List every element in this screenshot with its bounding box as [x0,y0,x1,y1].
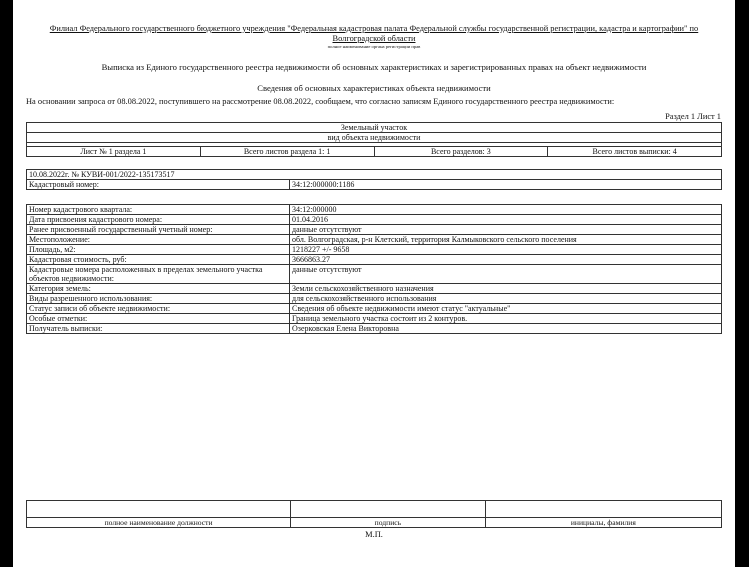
table-row [27,265,722,284]
object-header-table [26,122,722,157]
row-value: 3666863.27 [290,255,722,265]
row-label: Местоположение: [27,235,290,245]
row-label: Категория земель: [27,284,290,294]
cadastral-value: 34:12:000000:1186 [290,180,722,190]
row-value: 34:12:000000 [290,205,722,215]
document-page [13,0,735,567]
table-row [27,294,722,304]
row-label: Особые отметки: [27,314,290,324]
document-title: Выписка из Единого государственного реестра недвижимости об основных характеристиках и зарегистрированных правах на объект недвижимости [101,62,647,72]
sheets-total: Всего листов выписки: 4 [548,147,722,157]
table-row [27,284,722,294]
table-row [27,235,722,245]
object-type-caption: вид объекта недвижимости [27,133,722,143]
object-type: Земельный участок [27,123,722,133]
table-row [27,205,722,215]
organization-note: полное наименование органа регистрации прав [327,44,421,49]
table-row [27,255,722,265]
table-row [27,245,722,255]
name-field [485,501,721,518]
position-field [27,501,291,518]
table-row [27,314,722,324]
row-label: Ранее присвоенный государственный учетный номер: [27,225,290,235]
row-value: данные отсутствуют [290,225,722,235]
position-caption: полное наименование должности [27,518,291,528]
sheets-in-section: Всего листов раздела 1: 1 [200,147,374,157]
signature-table [26,500,722,528]
table-row [27,225,722,235]
row-label: Кадастровая стоимость, руб: [27,255,290,265]
name-caption: инициалы, фамилия [485,518,721,528]
characteristics-table [26,204,722,334]
row-value: для сельскохозяйственного использования [290,294,722,304]
stamp-place: М.П. [365,530,383,539]
row-value: Сведения об объекте недвижимости имеют статус "актуальные" [290,304,722,314]
table-row [27,215,722,225]
row-label: Виды разрешенного использования: [27,294,290,304]
organization-name: Филиал Федерального государственного бюджетного учреждения "Федеральная кадастровая палата Федеральной службы государственной регистрации, кадастра и картографии" по Волгоградской области [49,24,699,43]
row-value: Озерковская Елена Викторовна [290,324,722,334]
row-label: Номер кадастрового квартала: [27,205,290,215]
row-value: Граница земельного участка состоит из 2 контуров. [290,314,722,324]
row-value: 01.04.2016 [290,215,722,225]
right-border [735,0,749,567]
row-label: Площадь, м2: [27,245,290,255]
row-value: 1218227 +/- 9658 [290,245,722,255]
row-value: данные отсутствуют [290,265,722,284]
sections-total: Всего разделов: 3 [374,147,548,157]
left-border [0,0,13,567]
request-basis: На основании запроса от 08.08.2022, поступившего на рассмотрение 08.08.2022, сообщаем, что согласно записям Единого государственного реестра недвижимости: [26,97,615,106]
sheet-number: Лист № 1 раздела 1 [27,147,201,157]
row-label: Кадастровые номера расположенных в пределах земельного участка объектов недвижимости: [27,265,290,284]
table-row [27,304,722,314]
row-value: обл. Волгоградская, р-н Клетский, территория Калмыковского сельского поселения [290,235,722,245]
section-page-indicator: Раздел 1 Лист 1 [665,112,721,121]
row-label: Дата присвоения кадастрового номера: [27,215,290,225]
row-label: Статус записи об объекте недвижимости: [27,304,290,314]
record-date-number: 10.08.2022г. № КУВИ-001/2022-135173517 [27,170,722,180]
row-label: Получатель выписки: [27,324,290,334]
signature-field [291,501,486,518]
signature-caption: подпись [291,518,486,528]
table-row [27,324,722,334]
record-table [26,169,722,190]
cadastral-label: Кадастровый номер: [27,180,290,190]
document-subtitle: Сведения об основных характеристиках объекта недвижимости [257,83,491,93]
row-value: Земли сельскохозяйственного назначения [290,284,722,294]
